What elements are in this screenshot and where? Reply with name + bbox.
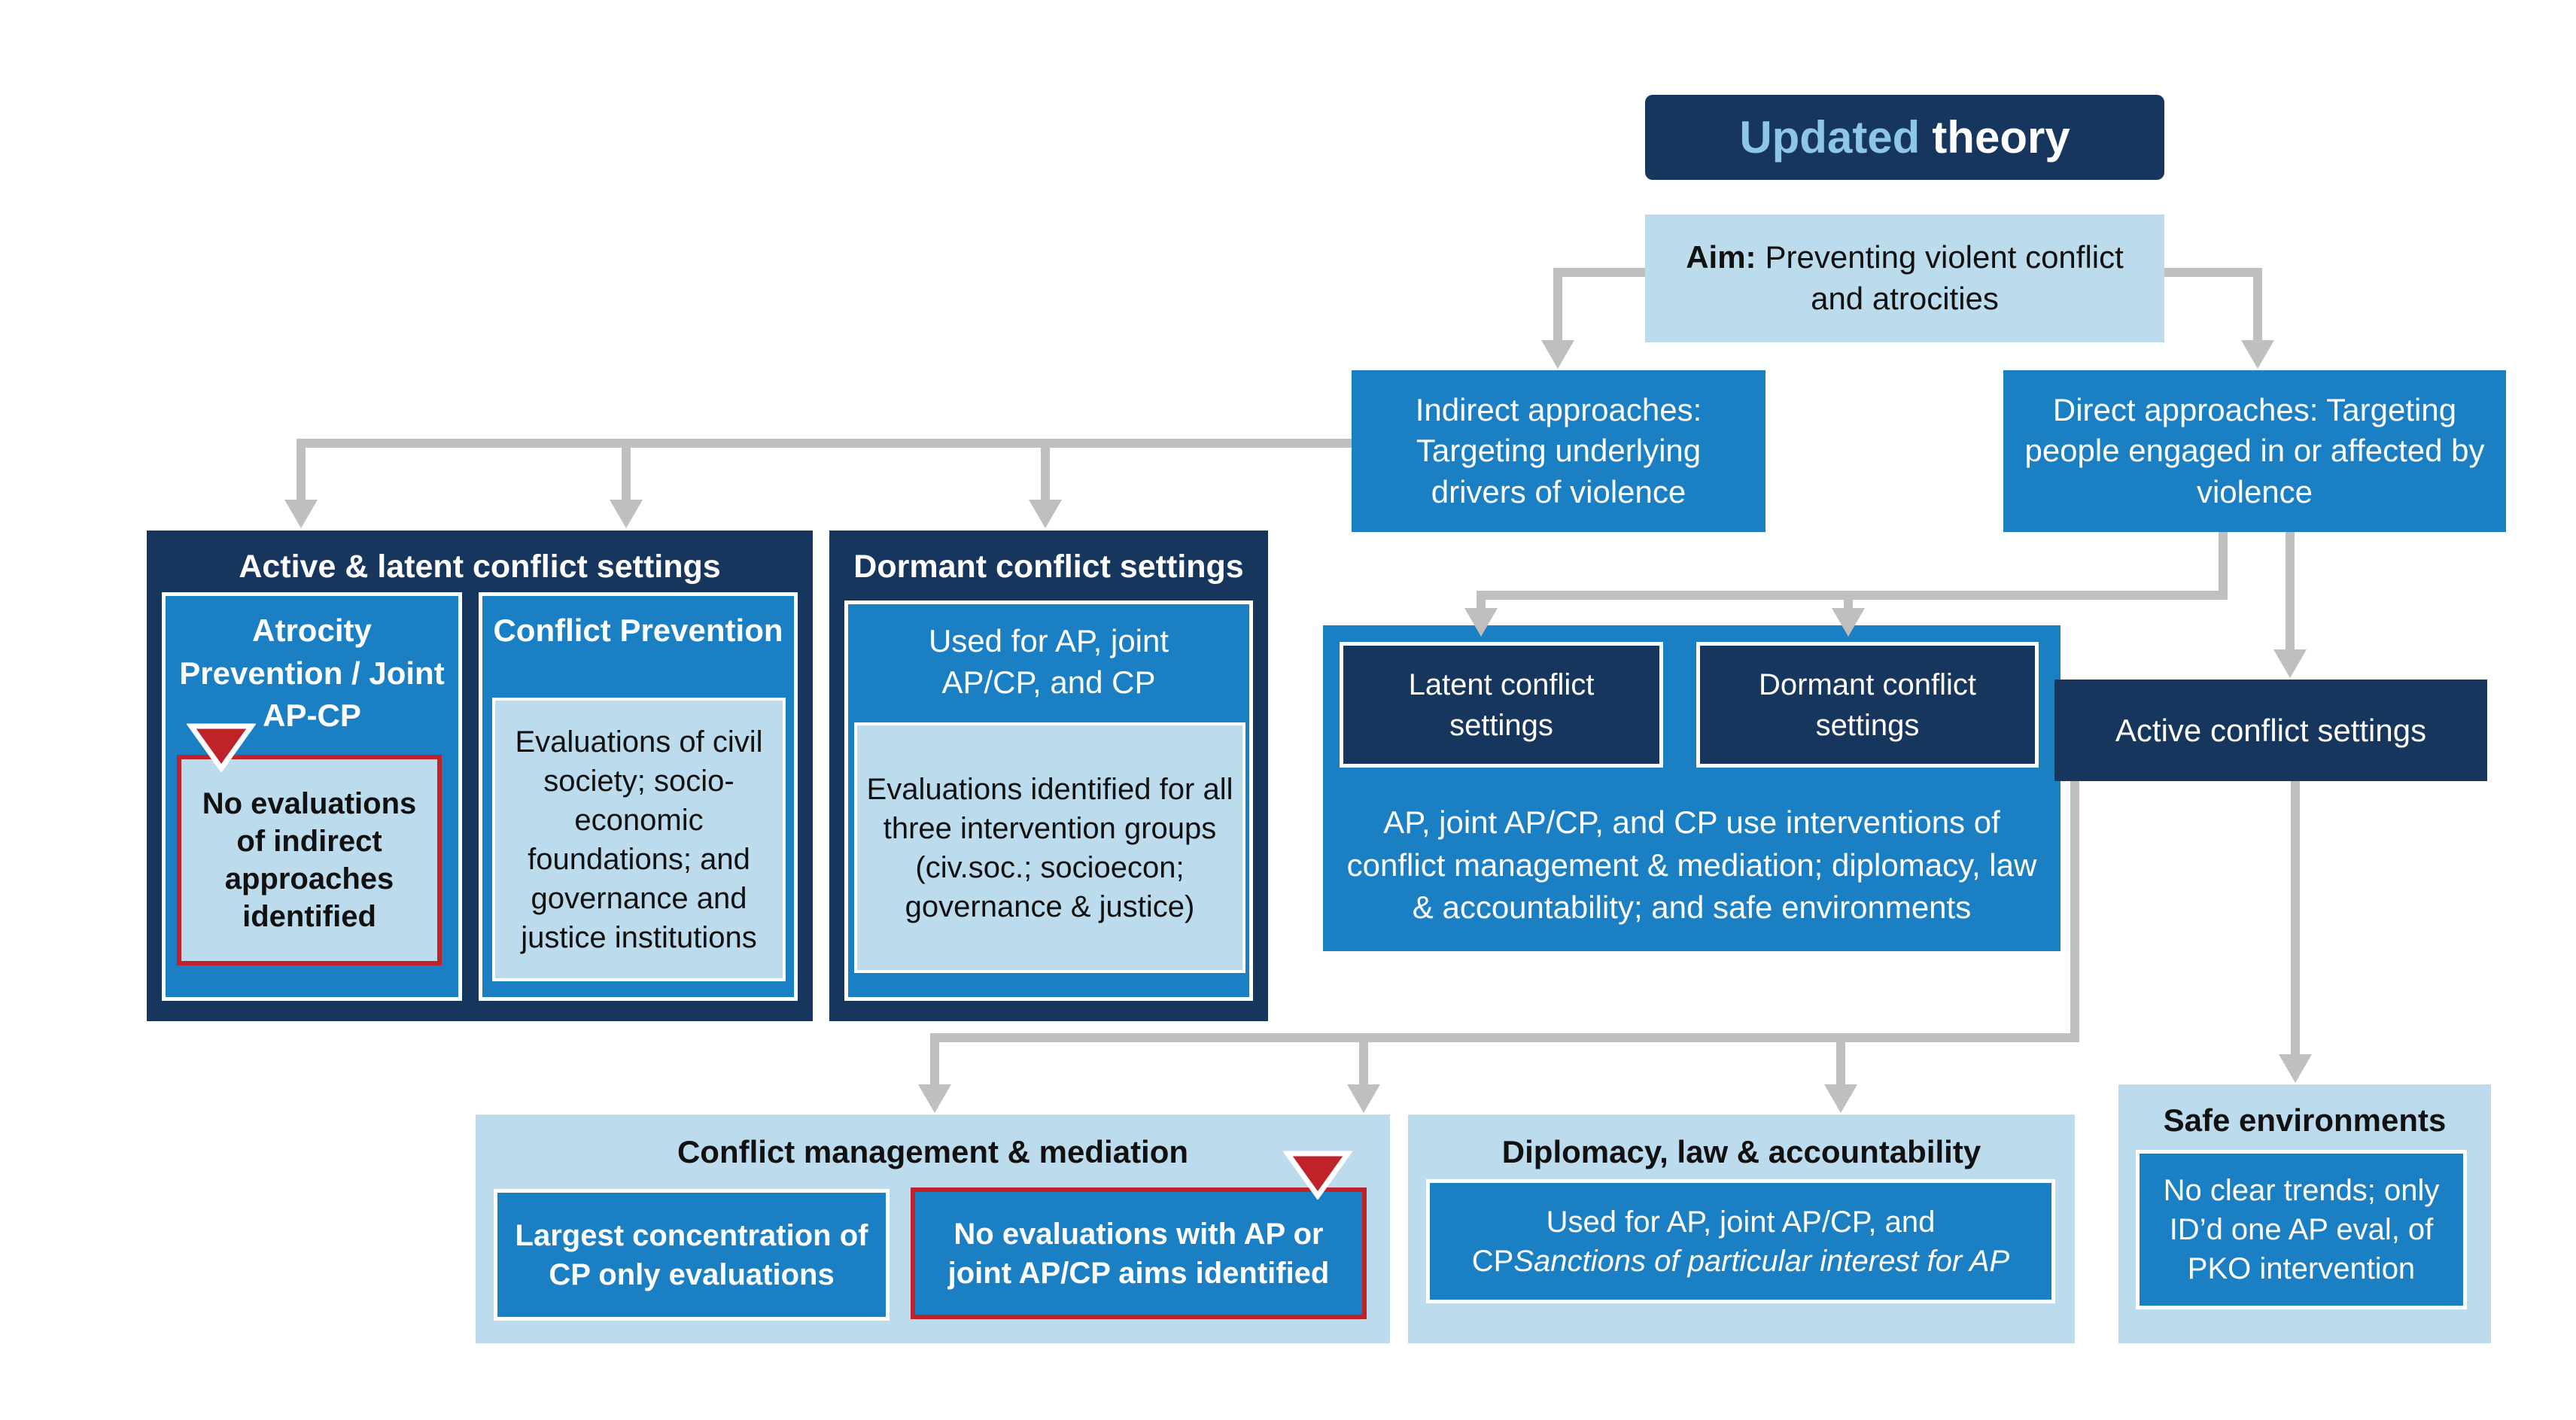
atrocity-finding-text: No evaluations of indirect approaches identified [202,787,417,933]
indirect-approaches-text: Indirect approaches: Targeting underlying drivers of violence [1415,391,1702,509]
arrow-down-icon [610,500,643,528]
no-ap-evaluations-box [911,1187,1367,1319]
safe-environments-header: Safe environments [2163,1102,2447,1138]
connector-branch-v2 [622,439,631,503]
arrow-down-icon [1029,500,1062,528]
diplomacy-finding-box [1426,1179,2055,1303]
connector-branch-v7 [1359,1033,1368,1087]
conflict-prevention-header: Conflict Prevention [493,613,783,648]
latent-conflict-settings-text: Latent conflict settings [1408,667,1595,742]
connector-direct-v1 [2219,532,2228,595]
title-rest: theory [1932,112,2070,163]
dormant-conflict-settings-box [1696,642,2039,768]
connector-aim-direct-v [2253,268,2262,343]
connector-branch-v6 [930,1033,939,1087]
title-accent: Updated [1739,112,1921,163]
conflict-prevention-finding-text: Evaluations of civil society; socio-economic foundations; and governance and justice institutions [515,725,763,954]
arrow-down-icon [1824,1084,1857,1113]
connector-indirect-branch-h [297,439,1352,448]
conflict-management-header: Conflict management & mediation [677,1134,1189,1169]
arrow-down-icon [1464,608,1498,637]
connector-direct-v2 [2286,532,2295,652]
connector-branch-v3 [1041,439,1050,503]
dormant-settings-header: Dormant conflict settings [853,549,1244,585]
aim-box [1645,214,2164,342]
safe-environments-finding-text: No clear trends; only ID’d one AP eval, of PKO intervention [2163,1174,2440,1285]
connector-branch-v8 [1836,1033,1845,1087]
cp-only-evaluations-box [494,1189,890,1321]
arrow-down-icon [1541,340,1574,369]
latent-conflict-settings-box [1340,642,1663,768]
no-ap-evaluations-text: No evaluations with AP or joint AP/CP aims identified [947,1217,1330,1290]
dormant-subheader: Used for AP, joint AP/CP, and CP [928,623,1169,700]
arrow-down-icon [284,500,318,528]
dormant-finding-text: Evaluations identified for all three intervention groups (civ.soc.; socioecon; governance & justice) [866,772,1233,923]
diplomacy-header: Diplomacy, law & accountability [1501,1134,1981,1169]
diplomacy-finding-italic: Sanctions of particular interest for AP [1513,1244,2010,1278]
connector-safe-v [2291,781,2300,1057]
arrow-down-icon [2279,1054,2312,1083]
diplomacy-finding-text: Used for AP, joint AP/CP, and CPSanctions of particular interest for AP [1471,1205,2010,1278]
active-latent-settings-header: Active & latent conflict settings [239,549,721,585]
atrocity-prevention-header: Atrocity Prevention / Joint AP-CP [179,613,445,734]
arrow-down-icon [918,1084,951,1113]
connector-aim-direct-h [2164,268,2258,277]
diagram-title-box [1645,95,2164,180]
conflict-prevention-finding-box [492,698,786,981]
aim-text: Aim: Preventing violent conflict and atrocities [1686,239,2124,316]
warning-triangle-icon [1283,1150,1352,1200]
direct-approaches-text: Direct approaches: Targeting people engaged in or affected by violence [2024,391,2485,509]
warning-triangle-icon [187,722,256,772]
arrow-down-icon [1347,1084,1380,1113]
direct-approaches-box [2003,370,2506,532]
arrow-down-icon [1832,608,1865,637]
active-conflict-settings-box [2054,680,2487,781]
connector-aim-indirect-h [1558,268,1645,277]
connector-branch-v1 [297,439,306,503]
aim-label: Aim: [1686,239,1756,275]
safe-environments-finding-box [2136,1150,2467,1309]
indirect-approaches-box [1352,370,1765,532]
connector-active-v [2070,781,2079,1042]
arrow-down-icon [2241,340,2274,369]
direct-settings-note: AP, joint AP/CP, and CP use interventions of conflict management & mediation; diplomacy, law & accountability; and safe environments [1346,804,2037,926]
arrow-down-icon [2273,649,2307,678]
dormant-finding-box [854,722,1245,973]
dormant-conflict-settings-text: Dormant conflict settings [1759,667,1976,742]
cp-only-evaluations-text: Largest concentration of CP only evaluations [515,1218,868,1291]
active-conflict-settings-text: Active conflict settings [2115,712,2427,748]
atrocity-finding-box [177,755,442,965]
connector-bottom-h [930,1033,2079,1042]
connector-aim-indirect-v [1553,268,1562,343]
